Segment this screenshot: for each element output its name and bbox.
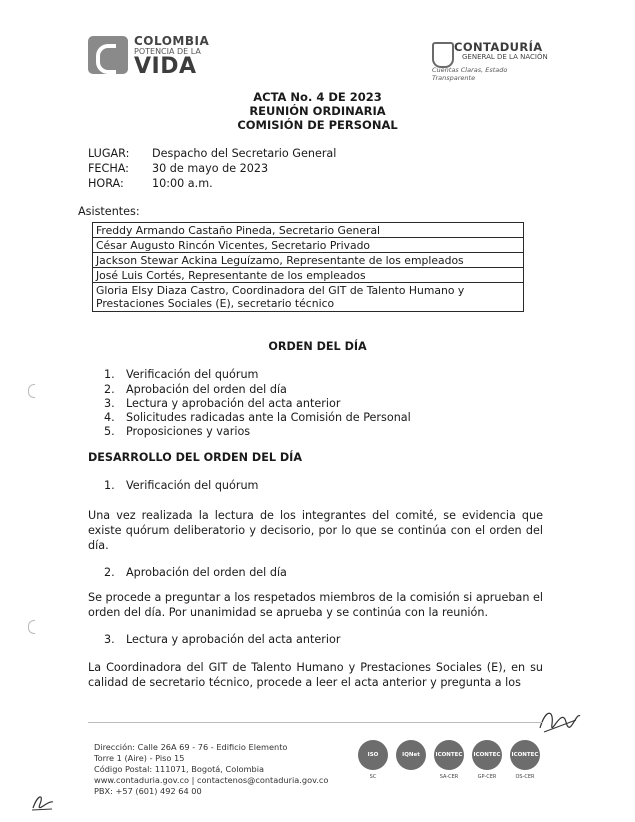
- section-heading-text: Lectura y aprobación del acta anterior: [126, 633, 341, 646]
- table-row: [93, 283, 524, 312]
- section-body-2: Se procede a preguntar a los respetados miembros de la comisión si aprueban el orden del día. Por unanimidad se aprueba y se continúa con la reunión.: [88, 591, 543, 619]
- certification-badge: ICONTEC: [434, 740, 464, 770]
- meta-value-fecha: 30 de mayo de 2023: [152, 162, 269, 175]
- agenda-number: 1.: [104, 368, 115, 381]
- section-number: 3.: [104, 633, 115, 646]
- contaduria-logo: [432, 40, 552, 80]
- footer-postal: Código Postal: 111071, Bogotá, Colombia: [94, 764, 264, 774]
- table-row: [93, 223, 524, 238]
- meta-label-fecha: FECHA:: [88, 162, 129, 175]
- footer-divider: [88, 722, 543, 723]
- certification-caption: OS-CER: [515, 774, 535, 780]
- logo-left-line1: COLOMBIA: [134, 34, 210, 48]
- section-heading-2: [104, 565, 287, 580]
- section-number: 1.: [104, 479, 115, 492]
- document-title: ACTA No. 4 DE 2023: [253, 90, 382, 104]
- initials-signature-icon: [30, 790, 56, 812]
- agenda-text: Proposiciones y varios: [126, 425, 251, 438]
- punch-hole-mark-icon: [28, 620, 35, 634]
- attendee-cell: Freddy Armando Castaño Pineda, Secretario General: [93, 223, 524, 238]
- meta-label-lugar: LUGAR:: [88, 147, 130, 160]
- footer-address: Dirección: Calle 26A 69 - 76 - Edificio Elemento: [94, 742, 288, 752]
- meta-label-hora: HORA:: [88, 177, 124, 190]
- colombia-flag-mark-icon: [88, 36, 128, 74]
- agenda-number: 3.: [104, 397, 115, 410]
- attendee-cell: Jackson Stewar Ackina Leguízamo, Representante de los empleados: [93, 253, 524, 268]
- attendee-cell: Gloria Elsy Diaza Castro, Coordinadora del GIT de Talento Humano y Prestaciones Sociales (E), secretario técnico: [93, 283, 524, 312]
- logo-left-line3: VIDA: [134, 54, 197, 79]
- list-item: [104, 396, 340, 411]
- contaduria-shield-icon: [432, 42, 454, 68]
- agenda-text: Verificación del quórum: [126, 368, 259, 381]
- list-item: [104, 424, 250, 439]
- agenda-number: 2.: [104, 383, 115, 396]
- footer-tower: Torre 1 (Aire) - Piso 15: [94, 753, 185, 763]
- footer-web: www.contaduria.gov.co | contactenos@contaduria.gov.co: [94, 775, 329, 785]
- logo-right-line2: GENERAL DE LA NACIÓN: [462, 53, 548, 61]
- certification-badge: IQNet: [396, 740, 426, 770]
- agenda-title: ORDEN DEL DÍA: [268, 340, 367, 353]
- certification-caption: SC: [369, 774, 377, 780]
- document-subtitle: REUNIÓN ORDINARIA: [249, 104, 386, 118]
- section-heading-text: Aprobación del orden del día: [126, 566, 287, 579]
- section-heading-3: [104, 632, 340, 647]
- certification-caption: GP-CER: [477, 774, 497, 780]
- list-item: [104, 410, 411, 425]
- attendee-cell: José Luis Cortés, Representante de los empleados: [93, 268, 524, 283]
- logo-right-line3: Cuentas Claras, Estado Transparente: [432, 66, 508, 82]
- section-heading-text: Verificación del quórum: [126, 479, 259, 492]
- document-committee: COMISIÓN DE PERSONAL: [237, 118, 398, 132]
- punch-hole-mark-icon: [28, 384, 35, 398]
- agenda-text: Aprobación del orden del día: [126, 383, 287, 396]
- agenda-number: 4.: [104, 411, 115, 424]
- attendee-cell: César Augusto Rincón Vicentes, Secretario Privado: [93, 238, 524, 253]
- section-body-3: La Coordinadora del GIT de Talento Humano y Prestaciones Sociales (E), en su calidad de secretario técnico, procede a leer el acta anterior y pregunta a los: [88, 661, 543, 689]
- logo-left-line2: POTENCIA DE LA: [134, 47, 201, 56]
- section-number: 2.: [104, 566, 115, 579]
- table-row: [93, 253, 524, 268]
- attendees-label: Asistentes:: [78, 205, 140, 218]
- logo-right-line1: CONTADURÍA: [454, 40, 543, 54]
- meta-value-lugar: Despacho del Secretario General: [152, 147, 337, 160]
- footer-phone: PBX: +57 (601) 492 64 00: [94, 786, 202, 796]
- agenda-text: Lectura y aprobación del acta anterior: [126, 397, 341, 410]
- meta-value-hora: 10:00 a.m.: [152, 177, 213, 190]
- attendees-table: [92, 222, 524, 312]
- development-title: DESARROLLO DEL ORDEN DEL DÍA: [88, 451, 302, 464]
- list-item: [104, 367, 258, 382]
- certification-badge: ISO: [358, 740, 388, 770]
- colombia-potencia-de-la-vida-logo: [88, 34, 218, 80]
- table-row: [93, 268, 524, 283]
- signature-icon: [536, 698, 584, 738]
- certification-badge: ICONTEC: [510, 740, 540, 770]
- agenda-number: 5.: [104, 425, 115, 438]
- certification-caption: SA-CER: [439, 774, 459, 780]
- section-heading-1: [104, 478, 258, 493]
- list-item: [104, 382, 287, 397]
- table-row: [93, 238, 524, 253]
- section-body-1: Una vez realizada la lectura de los integrantes del comité, se evidencia que existe quórum deliberatorio y decisorio, por lo que se continúa con el orden del día.: [88, 509, 543, 552]
- agenda-text: Solicitudes radicadas ante la Comisión de Personal: [126, 411, 411, 424]
- certification-badge: ICONTEC: [472, 740, 502, 770]
